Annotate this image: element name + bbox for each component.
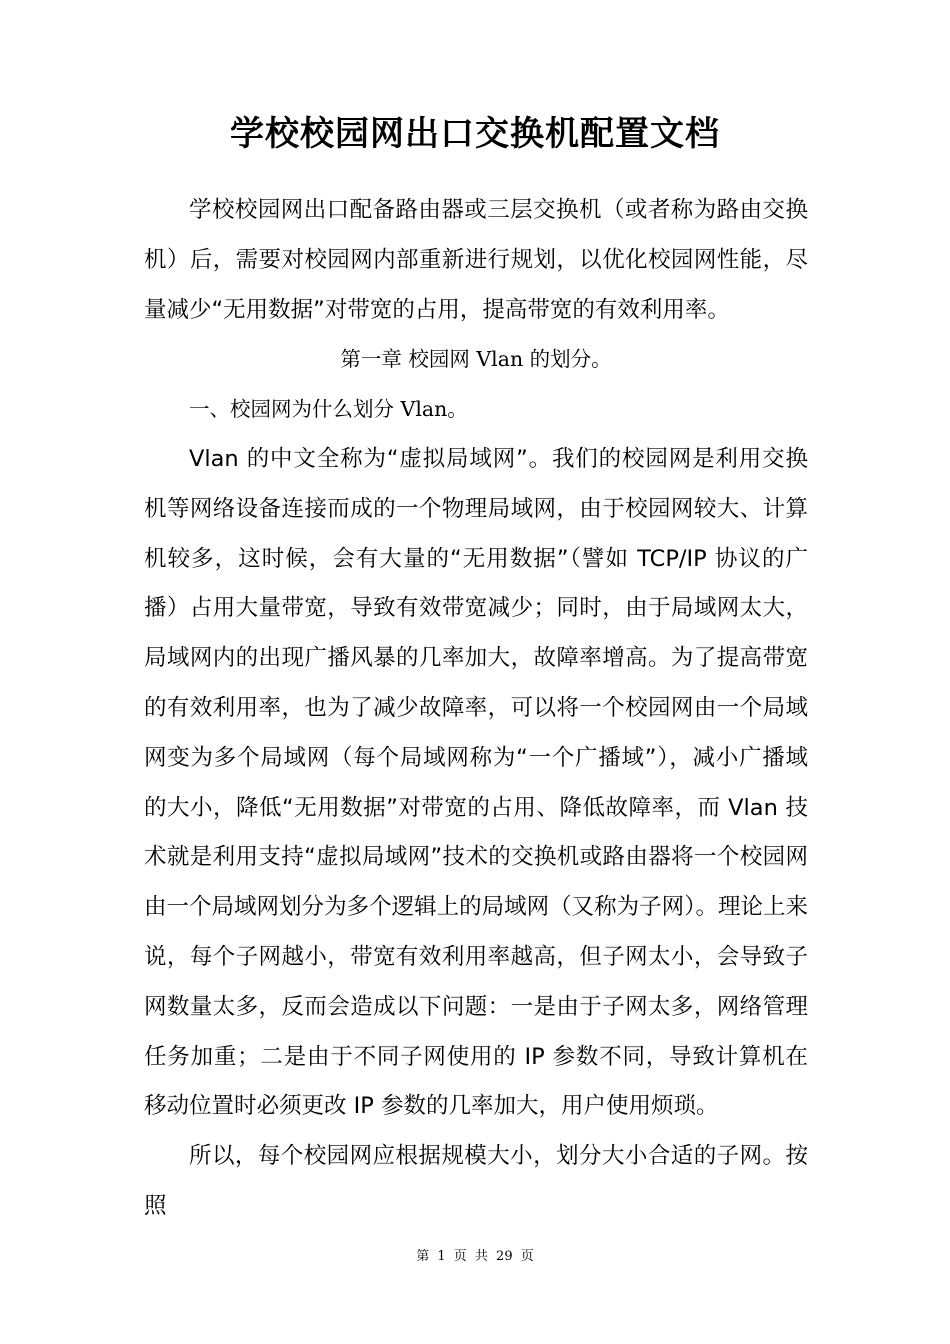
page-number-footer: 第 1 页 共 29 页 <box>416 1249 534 1264</box>
document-title: 学校校园网出口交换机配置文档 <box>230 114 720 154</box>
section-heading: 一、校园网为什么划分 Vlan。 <box>189 397 468 422</box>
body-paragraph-2: 所以，每个校园网应根据规模大小，划分大小合适的子网。按照 <box>144 1143 808 1219</box>
document-body <box>144 186 808 1232</box>
body-paragraph-1: Vlan 的中文全称为“虚拟局域网”。我们的校园网是利用交换机等网络设备连接而成的一个物理局域网，由于校园网较大、计算机较多，这时候，会有大量的“无用数据”（譬如 TCP/IP 协议的广播）占用大量带宽，导致有效带宽减少；同时，由于局域网太大，局域网内的出现广播风暴的几率加大，故障率增高。为了提高带宽的有效利用率，也为了减少故障率，可以将一个校园网由一个局域网变为多个局域网（每个局域网称为“一个广播域”），减小广播域的大小，降低“无用数据”对带宽的占用、降低故障率，而 Vlan 技术就是利用支持“虚拟局域网”技术的交换机或路由器将一个校园网由一个局域网划分为多个逻辑上的局域网（又称为子网）。理论上来说，每个子网越小，带宽有效利用率越高，但子网太小，会导致子网数量太多，反而会造成以下问题：一是由于子网太多，网络管理任务加重；二是由于不同子网使用的 IP 参数不同，导致计算机在移动位置时必须更改 IP 参数的几率加大，用户使用烦琐。 <box>144 445 808 1120</box>
intro-paragraph: 学校校园网出口配备路由器或三层交换机（或者称为路由交换机）后，需要对校园网内部重新进行规划，以优化校园网性能，尽量减少“无用数据”对带宽的占用，提高带宽的有效利用率。 <box>144 197 808 323</box>
chapter-heading: 第一章 校园网 Vlan 的划分。 <box>340 347 612 372</box>
